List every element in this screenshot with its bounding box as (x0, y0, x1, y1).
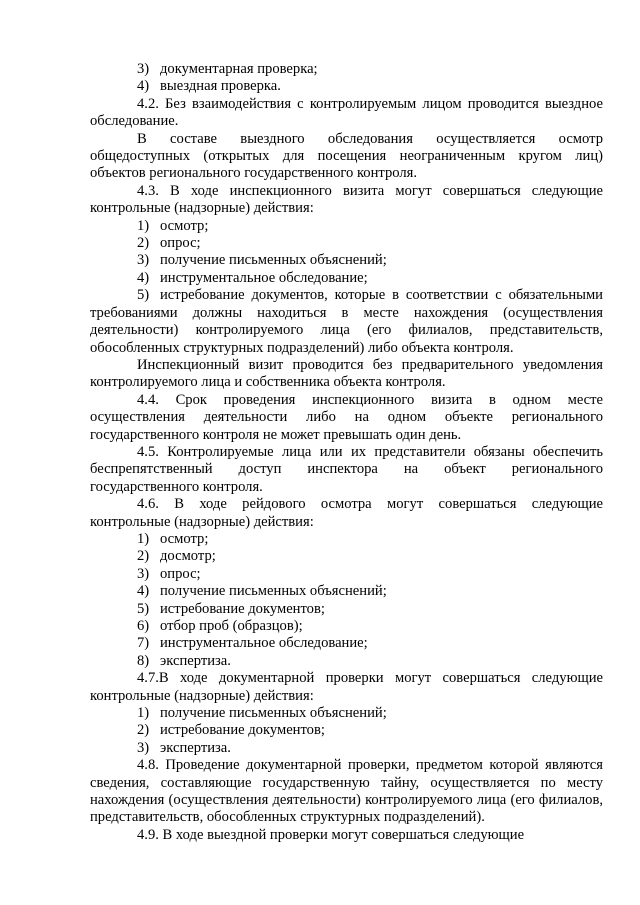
list-text: получение письменных объяснений; (160, 705, 387, 722)
list-number: 4) (137, 78, 150, 95)
list-number: 2) (137, 548, 150, 565)
list-number: 1) (137, 530, 150, 547)
list-number: 1) (137, 705, 150, 722)
list-text: истребование документов; (160, 722, 325, 739)
list-number: 7) (137, 635, 150, 652)
list-text: выездная проверка. (160, 78, 281, 95)
list-item (90, 722, 603, 739)
list-text: отбор проб (образцов); (160, 618, 303, 634)
list-item (90, 61, 603, 78)
paragraph-4-3: 4.3. В ходе инспекционного визита могут совершаться следующие контрольные (надзорные) действия: (90, 182, 603, 217)
list-item (90, 218, 603, 235)
list-item (90, 531, 603, 548)
list-number: 5) (137, 287, 150, 304)
list-number: 3) (137, 252, 150, 269)
list-text: осмотр; (160, 530, 209, 547)
list-item (90, 78, 603, 95)
list-number: 4) (137, 269, 150, 286)
paragraph-4-7: 4.7.В ходе документарной проверки могут совершаться следующие контрольные (надзорные) действия: (90, 670, 603, 704)
list-item (90, 618, 603, 635)
list-number: 6) (137, 618, 150, 634)
list-item (90, 635, 603, 652)
list-number: 5) (137, 600, 150, 617)
list-text: экспертиза. (160, 652, 231, 669)
list-item (90, 705, 603, 722)
list-text: документарная проверка; (160, 61, 318, 77)
paragraph-4-5: 4.5. Контролируемые лица или их представители обязаны обеспечить беспрепятственный доступ инспектора на объект регионального государственного контроля. (90, 443, 603, 495)
list-number: 3) (137, 565, 150, 582)
list-text: истребование документов; (160, 600, 325, 617)
list-item (90, 740, 603, 757)
list-text: опрос; (160, 565, 201, 582)
list-number: 8) (137, 652, 150, 669)
document-page (90, 61, 603, 844)
list-item (90, 548, 603, 565)
list-text: экспертиза. (160, 739, 231, 756)
list-item (90, 252, 603, 269)
list-text: досмотр; (160, 548, 216, 565)
list-item (90, 583, 603, 600)
paragraph-4-8: 4.8. Проведение документарной проверки, предметом которой являются сведения, составляющие государственную тайну, осуществляется по месту нахождения (осуществления деятельности) контролируемого лица (его филиалов, представительств, обособленных структурных подразделений). (90, 757, 603, 826)
list-text: опрос; (160, 235, 201, 252)
list-item (90, 270, 603, 287)
list-text: получение письменных объяснений; (160, 583, 387, 600)
list-number: 3) (137, 61, 150, 77)
list-text: получение письменных объяснений; (160, 252, 387, 269)
list-item (90, 653, 603, 670)
list-text: инструментальное обследование; (160, 269, 368, 286)
list-number: 1) (137, 217, 150, 234)
list-number: 2) (137, 235, 150, 252)
list-text: инструментальное обследование; (160, 635, 368, 652)
paragraph-inspection: В составе выездного обследования осуществляется осмотр общедоступных (открытых для посещения неограниченным кругом лиц) объектов регионального государственного контроля. (90, 130, 603, 182)
list-text: осмотр; (160, 217, 209, 234)
list-number: 3) (137, 739, 150, 756)
list-number: 4) (137, 583, 150, 600)
list-item (90, 601, 603, 618)
list-item-wrapped (90, 287, 603, 357)
paragraph-4-4: 4.4. Срок проведения инспекционного визита в одном месте осуществления деятельности либо на одном объекте регионального государственного контроля не может превышать один день. (90, 391, 603, 443)
list-item (90, 566, 603, 583)
paragraph-4-6: 4.6. В ходе рейдового осмотра могут совершаться следующие контрольные (надзорные) действия: (90, 496, 603, 530)
paragraph-4-2: 4.2. Без взаимодействия с контролируемым лицом проводится выездное обследование. (90, 95, 603, 130)
list-item (90, 235, 603, 252)
list-text: истребование документов, которые в соответствии с обязательными требованиями должны находиться в месте нахождения (осуществления деятельности) контролируемого лица (его филиалов, представительств, обособленных структурных подразделений) либо объекта контроля. (90, 287, 603, 356)
paragraph-4-9: 4.9. В ходе выездной проверки могут совершаться следующие (137, 826, 525, 843)
paragraph-visit: Инспекционный визит проводится без предварительного уведомления контролируемого лица и собственника объекта контроля. (90, 356, 603, 391)
list-number: 2) (137, 722, 150, 739)
